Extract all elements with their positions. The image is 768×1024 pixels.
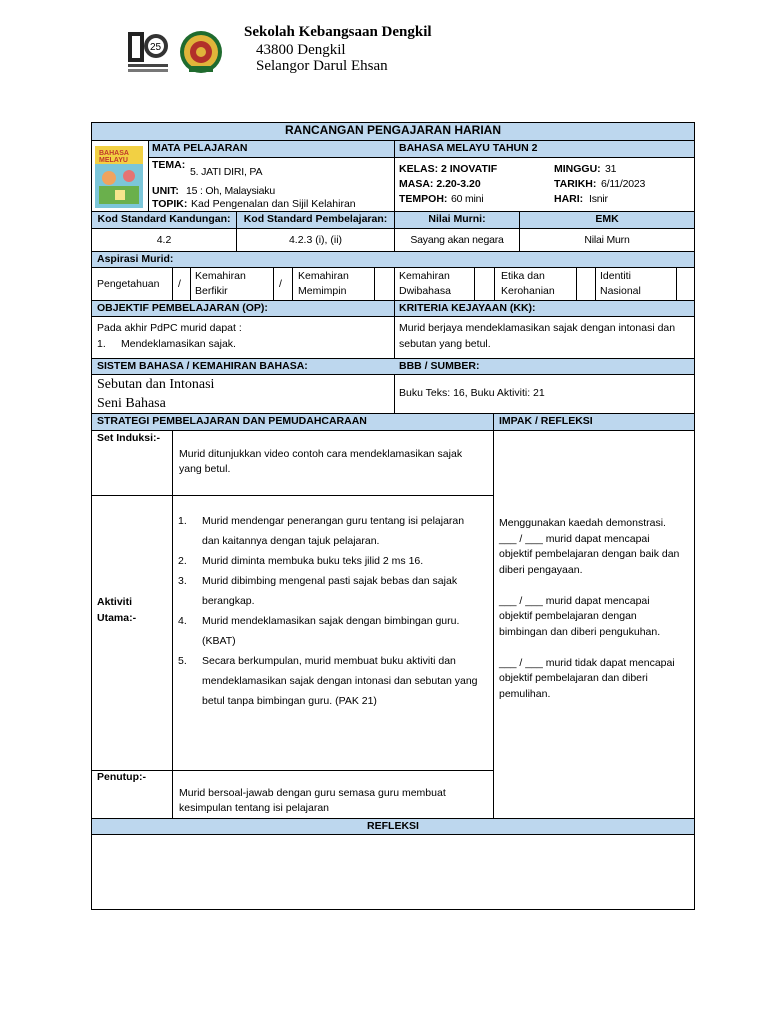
unit-value: 15 : Oh, Malaysiaku <box>186 185 275 197</box>
penutup-label: Penutup:- <box>97 771 146 783</box>
sb-line2: Seni Bahasa <box>97 396 166 411</box>
aktiviti-label-2: Utama:- <box>97 612 137 624</box>
minggu-label: MINGGU: <box>554 163 601 175</box>
induksi-line2: yang betul. <box>179 463 231 475</box>
unit-label: UNIT: <box>152 185 179 197</box>
aspirasi-identiti-1: Identiti <box>600 270 631 282</box>
kk-line2: sebutan yang betul. <box>399 338 491 350</box>
kk-label: KRITERIA KEJAYAAN (KK): <box>399 302 536 314</box>
aspirasi-etika-1: Etika dan <box>501 270 545 282</box>
svg-text:25: 25 <box>150 42 162 53</box>
op-label: OBJEKTIF PEMBELAJARAN (OP): <box>97 302 268 314</box>
op-line1: Pada akhir PdPC murid dapat : <box>97 322 242 334</box>
school-logo-1 <box>126 28 170 74</box>
refleksi-label: REFLEKSI <box>367 820 419 832</box>
aktiviti-item-5: 5. Secara berkumpulan, murid membuat buku aktiviti dan mendeklamasikan sajak dengan intonasi dan sebutan yang betul tanpa bimbingan guru. (PAK 21) <box>178 655 478 707</box>
aktiviti-item-1: 1. Murid mendengar penerangan guru tentang isi pelajaran dan kaitannya dengan tajuk pelajaran. <box>178 515 465 547</box>
aspirasi-identiti-2: Nasional <box>600 285 641 297</box>
bbb-label: BBB / SUMBER: <box>399 360 480 372</box>
rph-title: RANCANGAN PENGAJARAN HARIAN <box>284 123 501 137</box>
subject-value: BAHASA MELAYU TAHUN 2 <box>399 142 538 154</box>
strategi-label: STRATEGI PEMBELAJARAN DAN PEMUDAHCARAAN <box>97 415 367 427</box>
aktiviti-item-3: 3. Murid dibimbing mengenal pasti sajak bebas dan sajak berangkap. <box>178 575 458 607</box>
tema-value: 5. JATI DIRI, PA <box>190 166 263 178</box>
induksi-label: Set Induksi:- <box>97 432 161 444</box>
nilai-value: Sayang akan negara <box>410 234 504 246</box>
hari-value: Isnir <box>589 193 608 205</box>
aspirasi-dwibahasa-1: Kemahiran <box>399 270 450 282</box>
svg-text:BAHASA: BAHASA <box>99 150 129 157</box>
aspirasi-etika-2: Kerohanian <box>501 285 555 297</box>
tempoh-label: TEMPOH: <box>399 193 448 205</box>
aspirasi-berfikir-2: Berfikir <box>195 285 228 297</box>
tarikh-value: 6/11/2023 <box>601 178 646 190</box>
op-line2: Mendeklamasikan sajak. <box>121 338 236 350</box>
kelas-label: KELAS: 2 INOVATIF <box>399 163 498 175</box>
aktiviti-item-4: 4. Murid mendeklamasikan sajak dengan bimbingan guru. (KBAT) <box>178 615 460 647</box>
emk-value: Nilai Murn <box>584 234 630 246</box>
tempoh-value: 60 mini <box>451 193 484 205</box>
subject-label: MATA PELAJARAN <box>152 142 248 154</box>
impak-label: IMPAK / REFLEKSI <box>499 415 593 427</box>
aspirasi-pengetahuan: Pengetahuan <box>97 278 160 290</box>
aspirasi-mark-1: / <box>178 278 181 290</box>
aspirasi-memimpin-1: Kemahiran <box>298 270 349 282</box>
school-address-1: 43800 Dengkil <box>256 42 346 58</box>
aspirasi-dwibahasa-2: Dwibahasa <box>399 285 451 297</box>
refleksi-area[interactable] <box>92 835 694 909</box>
school-logo-2 <box>178 29 224 75</box>
masa-label: MASA: 2.20-3.20 <box>399 178 481 190</box>
ksk-value: 4.2 <box>156 234 172 246</box>
ksp-value: 4.2.3 (i), (ii) <box>288 234 343 246</box>
penutup-line2: kesimpulan tentang isi pelajaran <box>179 802 330 814</box>
tema-label: TEMA: <box>152 159 186 171</box>
kk-line1: Murid berjaya mendeklamasikan sajak dengan intonasi dan <box>399 322 676 334</box>
minggu-value: 31 <box>605 163 617 175</box>
sb-label: SISTEM BAHASA / KEMAHIRAN BAHASA: <box>97 360 308 372</box>
penutup-line1: Murid bersoal-jawab dengan guru semasa guru membuat <box>179 787 446 799</box>
aspirasi-mark-2: / <box>279 278 282 290</box>
aspirasi-memimpin-2: Memimpin <box>298 285 347 297</box>
ksp-label: Kod Standard Pembelajaran: <box>243 213 388 225</box>
aktiviti-list <box>178 511 478 711</box>
school-address-2: Selangor Darul Ehsan <box>256 58 388 74</box>
aktiviti-label-1: Aktiviti <box>97 596 133 608</box>
bbb-value: Buku Teks: 16, Buku Aktiviti: 21 <box>399 387 545 399</box>
ksk-label: Kod Standard Kandungan: <box>97 213 231 225</box>
svg-text:MELAYU: MELAYU <box>99 157 128 164</box>
tarikh-label: TARIKH: <box>554 178 597 190</box>
school-name: Sekolah Kebangsaan Dengkil <box>244 24 432 40</box>
op-num: 1. <box>97 338 106 350</box>
nilai-label: Nilai Murni: <box>428 213 486 225</box>
aspirasi-label: Aspirasi Murid: <box>97 253 174 265</box>
aspirasi-berfikir-1: Kemahiran <box>195 270 246 282</box>
hari-label: HARI: <box>554 193 584 205</box>
aktiviti-item-2: 2. Murid diminta membuka buku teks jilid 2 ms 16. <box>178 555 424 567</box>
topik-value: Kad Pengenalan dan Sijil Kelahiran <box>191 198 356 210</box>
sb-line1: Sebutan dan Intonasi <box>97 377 215 392</box>
impak-content: Menggunakan kaedah demonstrasi. ___ / ___ murid dapat mencapai objektif pembelajaran dengan baik dan diberi pengayaan. ___ / ___ murid dapat mencapai objektif pembelajaran dengan bimbingan dan diberi pengukuhan. ___ / ___ murid tidak dapat mencapai objektif pembelajaran dan diberi pemulihan. <box>499 517 680 700</box>
book-cover-image <box>95 146 143 208</box>
topik-label: TOPIK: <box>152 198 188 210</box>
emk-label: EMK <box>595 213 619 225</box>
induksi-line1: Murid ditunjukkan video contoh cara mendeklamasikan sajak <box>179 448 463 460</box>
